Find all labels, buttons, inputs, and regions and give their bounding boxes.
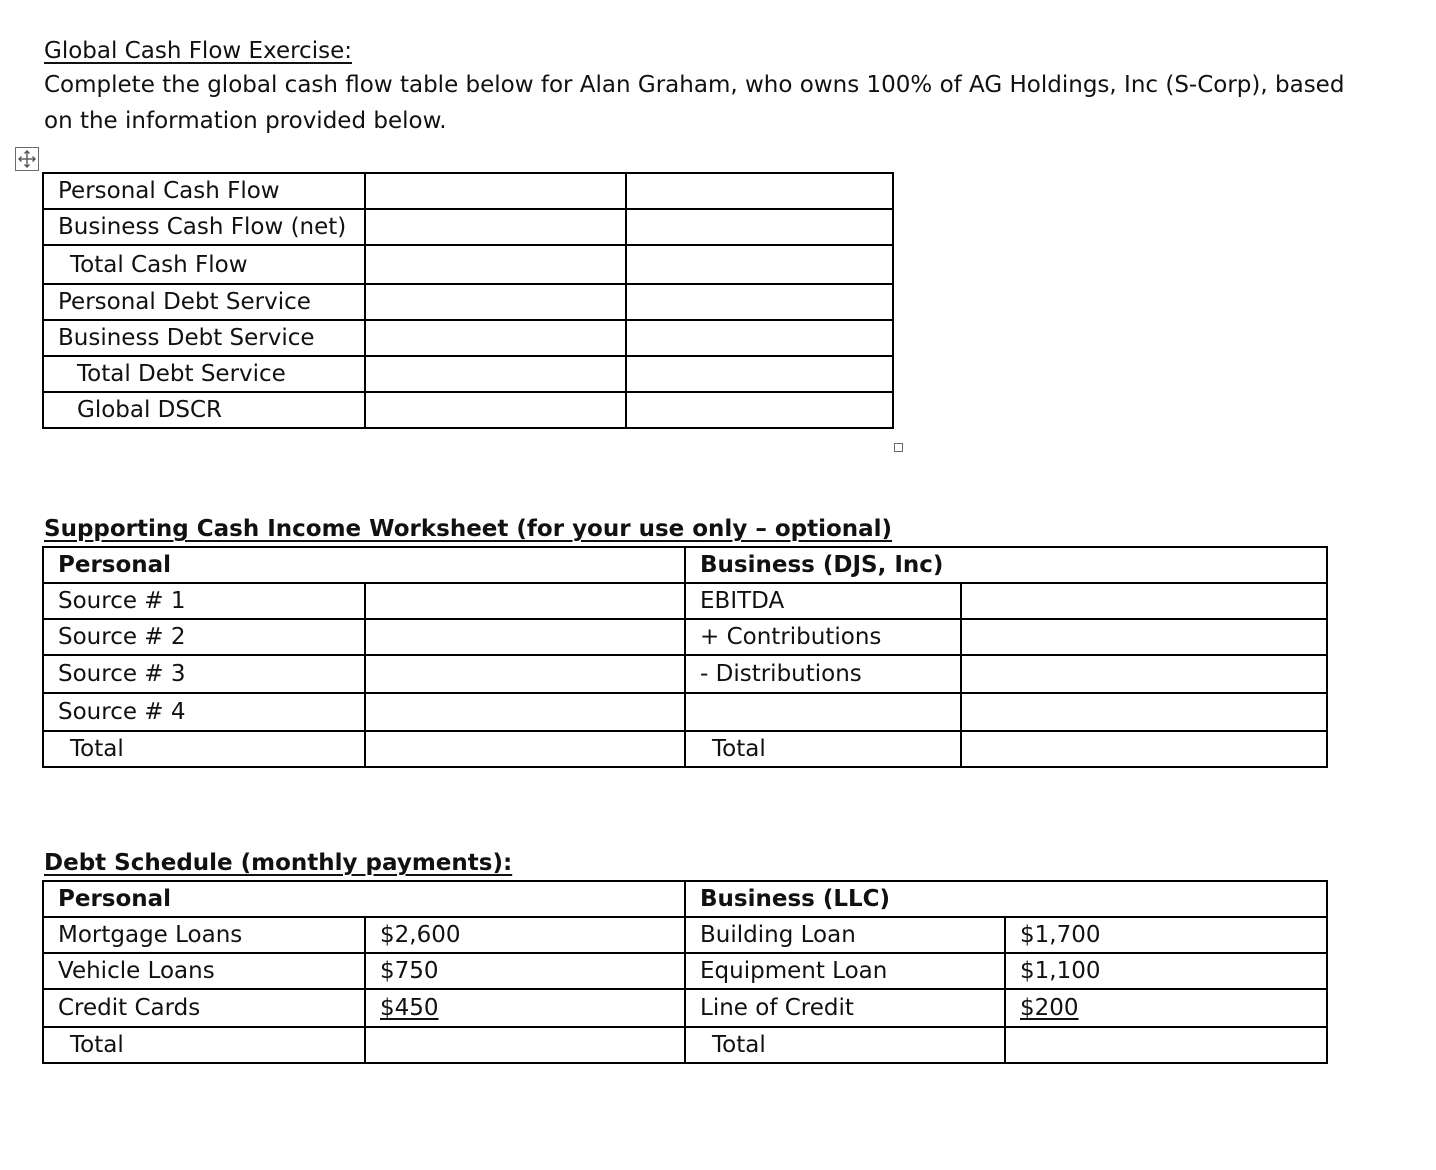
row-label: Credit Cards bbox=[43, 989, 365, 1027]
table-row bbox=[43, 320, 893, 356]
table-row bbox=[43, 245, 893, 284]
table-row bbox=[43, 881, 1327, 917]
value-cell[interactable] bbox=[365, 245, 626, 284]
row-label: Business Cash Flow (net) bbox=[43, 209, 365, 245]
row-label: Business Debt Service bbox=[43, 320, 365, 356]
value-cell[interactable] bbox=[626, 245, 893, 284]
table-row bbox=[43, 989, 1327, 1027]
business-header: Business (LLC) bbox=[685, 881, 1327, 917]
row-label: Source # 4 bbox=[43, 693, 365, 731]
table-row bbox=[43, 619, 1327, 655]
row-label: - Distributions bbox=[685, 655, 961, 693]
table-row bbox=[43, 1027, 1327, 1063]
global-cash-flow-table bbox=[42, 172, 894, 429]
row-label: Total bbox=[685, 731, 961, 767]
value-cell[interactable] bbox=[961, 655, 1327, 693]
value-cell[interactable] bbox=[365, 693, 685, 731]
table-row bbox=[43, 356, 893, 392]
row-label: Source # 1 bbox=[43, 583, 365, 619]
business-header: Business (DJS, Inc) bbox=[685, 547, 1327, 583]
table-row bbox=[43, 284, 893, 320]
debt-schedule-title: Debt Schedule (monthly payments): bbox=[44, 850, 513, 876]
row-label: Total bbox=[685, 1027, 1005, 1063]
value-cell[interactable] bbox=[961, 731, 1327, 767]
row-label: Total Debt Service bbox=[43, 356, 365, 392]
personal-header: Personal bbox=[43, 547, 685, 583]
value-cell[interactable] bbox=[961, 693, 1327, 731]
row-label: + Contributions bbox=[685, 619, 961, 655]
value-cell[interactable] bbox=[365, 583, 685, 619]
value-cell[interactable] bbox=[365, 356, 626, 392]
value-cell[interactable] bbox=[626, 173, 893, 209]
row-label: Total Cash Flow bbox=[43, 245, 365, 284]
value-cell[interactable] bbox=[365, 392, 626, 428]
row-label: Personal Debt Service bbox=[43, 284, 365, 320]
value-cell[interactable] bbox=[626, 356, 893, 392]
instructions-line-1: Complete the global cash flow table below for Alan Graham, who owns 100% of AG Holdings, Inc (S-Corp), based bbox=[44, 72, 1345, 98]
resize-handle-icon[interactable] bbox=[894, 443, 903, 452]
row-label[interactable] bbox=[685, 693, 961, 731]
table-row bbox=[43, 547, 1327, 583]
row-label: Total bbox=[43, 731, 365, 767]
row-label: Equipment Loan bbox=[685, 953, 1005, 989]
value-cell[interactable] bbox=[365, 209, 626, 245]
value-cell[interactable] bbox=[626, 320, 893, 356]
amount-cell: $450 bbox=[365, 989, 685, 1027]
row-label: Mortgage Loans bbox=[43, 917, 365, 953]
row-label: Building Loan bbox=[685, 917, 1005, 953]
move-icon[interactable] bbox=[15, 147, 39, 171]
amount-cell: $2,600 bbox=[365, 917, 685, 953]
value-cell[interactable] bbox=[365, 731, 685, 767]
table-row bbox=[43, 209, 893, 245]
table-row bbox=[43, 731, 1327, 767]
amount-cell: $1,700 bbox=[1005, 917, 1327, 953]
value-cell[interactable] bbox=[626, 209, 893, 245]
amount-cell: $750 bbox=[365, 953, 685, 989]
value-cell[interactable] bbox=[365, 284, 626, 320]
debt-schedule-table bbox=[42, 880, 1328, 1064]
instructions-line-2: on the information provided below. bbox=[44, 108, 447, 134]
table-row bbox=[43, 917, 1327, 953]
value-cell[interactable] bbox=[365, 619, 685, 655]
value-cell[interactable] bbox=[626, 284, 893, 320]
value-cell[interactable] bbox=[961, 619, 1327, 655]
table-row bbox=[43, 392, 893, 428]
row-label: EBITDA bbox=[685, 583, 961, 619]
row-label: Personal Cash Flow bbox=[43, 173, 365, 209]
exercise-title: Global Cash Flow Exercise: bbox=[44, 38, 352, 64]
amount-cell: $200 bbox=[1005, 989, 1327, 1027]
cash-income-worksheet-table bbox=[42, 546, 1328, 768]
value-cell[interactable] bbox=[1005, 1027, 1327, 1063]
table-row bbox=[43, 693, 1327, 731]
table-row bbox=[43, 953, 1327, 989]
table-row bbox=[43, 173, 893, 209]
amount-cell: $1,100 bbox=[1005, 953, 1327, 989]
row-label: Total bbox=[43, 1027, 365, 1063]
value-cell[interactable] bbox=[626, 392, 893, 428]
value-cell[interactable] bbox=[365, 320, 626, 356]
row-label: Line of Credit bbox=[685, 989, 1005, 1027]
row-label: Vehicle Loans bbox=[43, 953, 365, 989]
personal-header: Personal bbox=[43, 881, 685, 917]
value-cell[interactable] bbox=[961, 583, 1327, 619]
row-label: Source # 3 bbox=[43, 655, 365, 693]
table-row bbox=[43, 583, 1327, 619]
table-row bbox=[43, 655, 1327, 693]
row-label: Source # 2 bbox=[43, 619, 365, 655]
worksheet-title: Supporting Cash Income Worksheet (for your use only – optional) bbox=[44, 516, 893, 542]
value-cell[interactable] bbox=[365, 655, 685, 693]
value-cell[interactable] bbox=[365, 1027, 685, 1063]
value-cell[interactable] bbox=[365, 173, 626, 209]
row-label: Global DSCR bbox=[43, 392, 365, 428]
